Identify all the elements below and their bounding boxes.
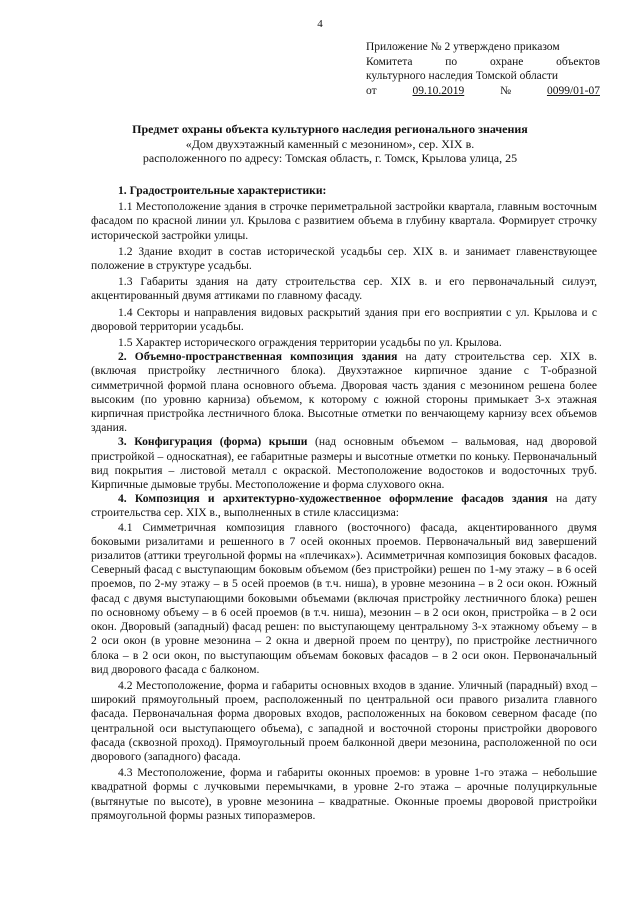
- section-2-heading: 2. Объемно-пространственная композиция здания: [118, 350, 398, 364]
- paragraph-1-2: 1.2 Здание входит в состав исторической усадьбы сер. XIX в. и занимает главенствующее положение в структуре усадьбы.: [91, 244, 597, 273]
- section-4-text: на дату строительства сер. XIX в., выполненных в стиле классицизма:: [91, 492, 597, 520]
- paragraph-4-2: 4.2 Местоположение, форма и габариты основных входов в здание. Уличный (парадный) вход – широкий прямоугольный проем, расположенный по центральной оси правого ризалита главного фасада. Первоначальная форма дворовых входов, расположенных на боковом северном фасаде (по центральной оси выступающего объема), с западной и восточной стороны пристройки дворового фасада (сквозной проход). Прямоугольный проем балконной двери мезонина, расположенной по оси дворового (западного) фасада.: [91, 678, 597, 763]
- title-line-3: расположенного по адресу: Томская область, г. Томск, Крылова улица, 25: [142, 151, 518, 165]
- section-3: [91, 435, 597, 492]
- paragraph-1-4: 1.4 Секторы и направления видовых раскрытий здания при его восприятии с ул. Крылова и с дворовой территории усадьбы.: [91, 305, 597, 333]
- paragraph-1-3: 1.3 Габариты здания на дату строительства сер. XIX в. и его первоначальный силуэт, акцентированный двумя аттиками по главному фасаду.: [91, 275, 597, 303]
- title-line-2: «Дом двухэтажный каменный с мезонином», сер. XIX в.: [185, 136, 475, 151]
- from-label: от: [366, 84, 377, 97]
- title-line-1: Предмет охраны объекта культурного наследия регионального значения: [132, 122, 528, 136]
- paragraph-1-1: 1.1 Местоположение здания в строчке периметральной застройки квартала, главным восточным фасадом по красной линии ул. Крылова с развитием объема в глубину квартала. Формирует строчку исторической застройки улицы.: [91, 200, 597, 242]
- order-number: 0099/01-07: [546, 84, 600, 97]
- section-3-heading: 3. Конфигурация (форма) крыши: [118, 435, 308, 449]
- paragraph-4-3: 4.3 Местоположение, форма и габариты оконных проемов: в уровне 1-го этажа – небольшие квадратной формы с лучковыми перемычками, в уровне 2-го этажа – арочные полуциркульные (вытянутые по высоте), в уровне мезонина – квадратные. Оконные проемы дворовой пристройки прямоугольной формы разных типоразмеров.: [91, 766, 597, 822]
- appendix-line-2: Комитета по охране объектов: [366, 55, 600, 68]
- section-4: [91, 492, 597, 520]
- appendix-line-1: Приложение № 2 утверждено приказом: [366, 41, 560, 53]
- appendix-approval-block: [366, 40, 600, 98]
- section-4-heading: 4. Композиция и архитектурно-художественное оформление фасадов здания: [118, 492, 548, 506]
- appendix-date-line: [366, 84, 600, 99]
- document-title: [60, 122, 600, 166]
- document-body: [91, 184, 597, 825]
- paragraph-4-1: 4.1 Симметричная композиция главного (восточного) фасада, акцентированного двумя боковыми ризалитами и решенного в 7 осей оконных проемов. Первоначальный вид завершений ризалитов (аттики треугольной формы на «плечиках»). Асимметричная композиция боковых фасадов. Северный фасад с выступающим боковым объемом (без пристройки) решен по 1-му этажу – в 6 осей проемов, по 2-му этажу – в 5 осей проемов (в т.ч. ниша), в уровне мезонина – в 2 оси окон. Южный фасад с двумя выступающими боковыми объемами (включая пристройку лестничного блока) решен по основному объему – в 6 осей проемов (в т.ч. ниша), мезонин – в 2 оси окон, пристройка – в 2 оси окон. Дворовый (западный) фасад решен: по выступающему центральному 3-х этажному объему – в 2 оси окон (в уровне мезонина – 2 окна и дверной проем по центру), по пристройке лестничного блока – в 2 оси окон, по выступающим объемам боковых фасадов – в 2 оси окон. Первоначальный вид дворового фасада с балконом.: [91, 520, 597, 676]
- section-1-heading: 1. Градостроительные характеристики:: [118, 184, 327, 197]
- section-2-text: на дату строительства сер. XIX в. (включая пристройку лестничного блока). Двухэтажное кирпичное здание с Т-образной симметричной формой плана основного объема. Дворовая часть здания с мезонином решена более высоким (по уровню карниза) объемом, к которому с южной стороны примыкает 3-х этажная кирпичная пристройка лестничного блока. Высотные отметки по венчающему карнизу всех объемов здания.: [91, 350, 598, 435]
- appendix-line-3: культурного наследия Томской области: [366, 70, 559, 82]
- paragraph-1-5: 1.5 Характер исторического ограждения территории усадьбы по ул. Крылова.: [118, 336, 502, 350]
- section-3-text: (над основным объемом – вальмовая, над дворовой пристройкой – односкатная), ее габаритные размеры и высотные отметки по коньку. Первоначальный вид покрытия – листовой металл с окраской. Местоположение водостоков и водосточных труб. Кирпичные дымовые трубы. Местоположение и форма слухового окна.: [91, 435, 597, 492]
- page-number: 4: [317, 18, 323, 30]
- order-date: 09.10.2019: [412, 84, 465, 97]
- number-label: №: [500, 84, 512, 97]
- section-2: [91, 350, 597, 435]
